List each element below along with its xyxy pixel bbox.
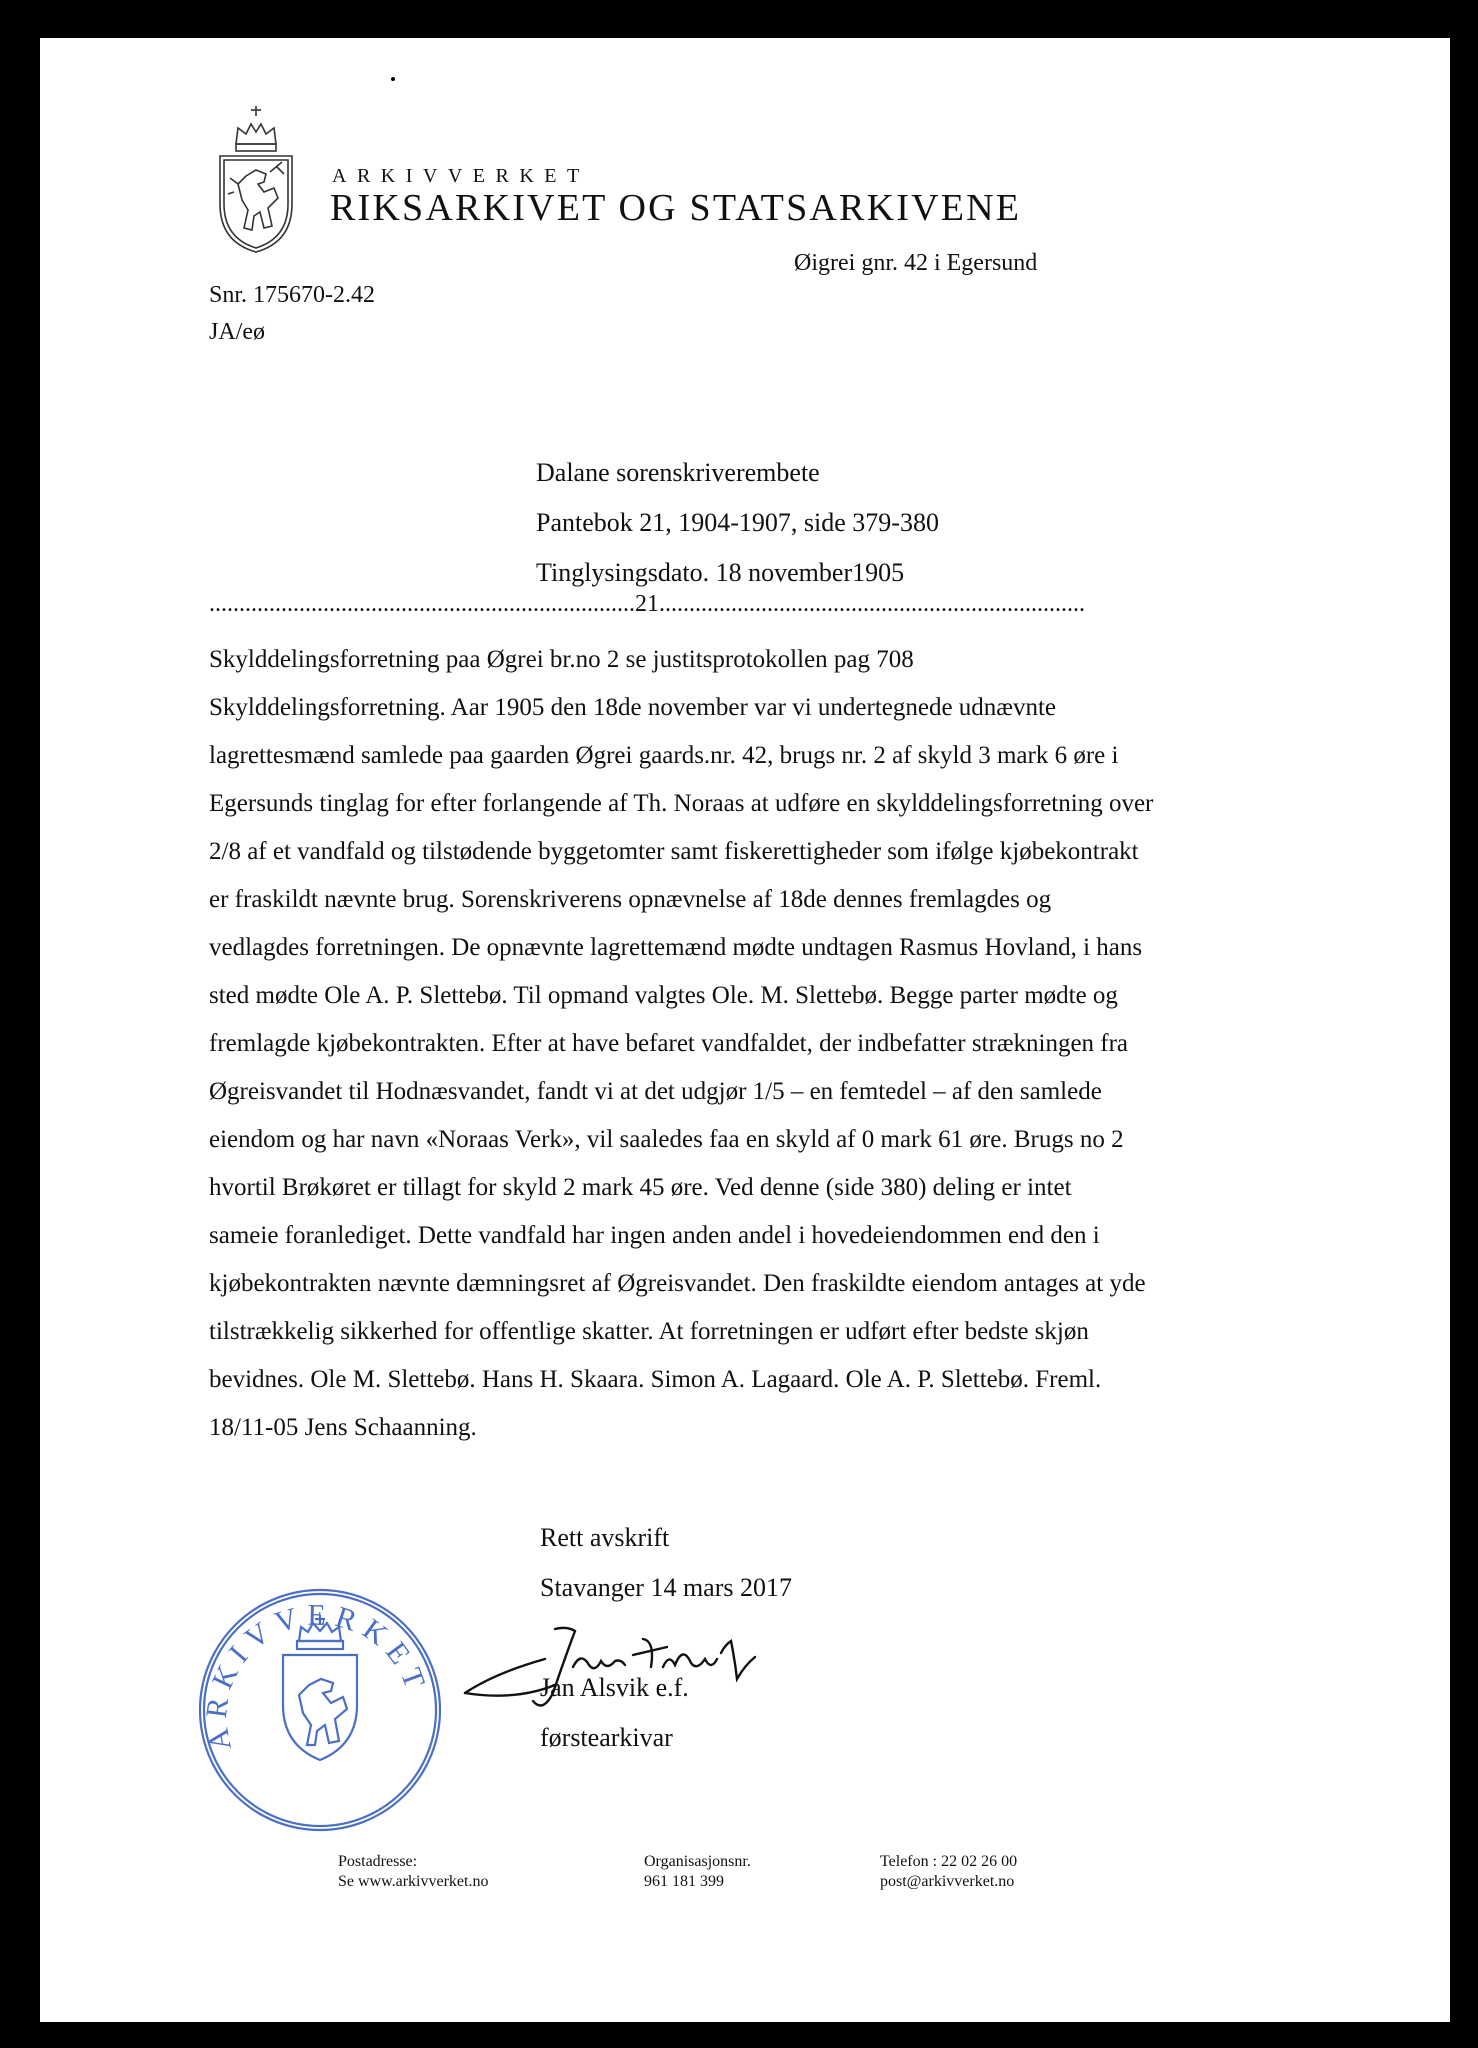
body-line: kjøbekontrakten nævnte dæmningsret af Øgreisvandet. Den fraskildte eiendom antages at yde bbox=[209, 1270, 1146, 1297]
body-line: 18/11-05 Jens Schaanning. bbox=[209, 1414, 477, 1441]
body-text bbox=[209, 636, 1259, 1452]
footer-contact bbox=[880, 1852, 1017, 1892]
footer-postal bbox=[338, 1852, 488, 1892]
source-book: Pantebok 21, 1904-1907, side 379-380 bbox=[536, 508, 939, 537]
reference-number: Snr. 175670-2.42 bbox=[209, 282, 376, 308]
place-date: Stavanger 14 mars 2017 bbox=[540, 1573, 793, 1602]
body-line: sted mødte Ole A. P. Slettebø. Til opmand valgtes Ole. M. Slettebø. Begge parter mødte og bbox=[209, 982, 1118, 1009]
certification-text: Rett avskrift bbox=[540, 1523, 670, 1552]
footer-org-value: 961 181 399 bbox=[644, 1873, 724, 1890]
footer-email: post@arkivverket.no bbox=[880, 1873, 1015, 1890]
body-line: Skylddelingsforretning. Aar 1905 den 18de november var vi undertegnede udnævnte bbox=[209, 694, 1057, 721]
body-line: eiendom og har navn «Noraas Verk», vil saaledes faa en skyld af 0 mark 61 øre. Brugs no 2 bbox=[209, 1126, 1124, 1153]
footer-org bbox=[644, 1852, 751, 1892]
footer-postal-label: Postadresse: bbox=[338, 1853, 418, 1870]
archive-stamp bbox=[195, 1585, 445, 1835]
signatory-role: førstearkivar bbox=[540, 1723, 673, 1752]
footer-phone: Telefon : 22 02 26 00 bbox=[880, 1853, 1018, 1870]
agency-name: ARKIVVERKET bbox=[332, 165, 590, 187]
source-block bbox=[536, 448, 939, 598]
body-line: er fraskildt nævnte brug. Sorenskriverens opnævnelse af 18de dennes fremlagdes og bbox=[209, 886, 1052, 913]
body-line: Egersunds tinglag for efter forlangende af Th. Noraas at udføre en skylddelingsforretning over bbox=[209, 790, 1154, 817]
ink-dot bbox=[391, 77, 395, 81]
source-office: Dalane sorenskriverembete bbox=[536, 458, 820, 487]
separator-dots-right: ....................................................................... bbox=[659, 591, 1085, 617]
letterhead-title: RIKSARKIVET OG STATSARKIVENE bbox=[330, 187, 1022, 229]
separator-dots-left: ....................................................................... bbox=[209, 591, 635, 617]
body-line: 2/8 af et vandfald og tilstødende byggetomter samt fiskerettigheder som ifølge kjøbekontrakt bbox=[209, 838, 1139, 865]
body-line: Øgreisvandet til Hodnæsvandet, fandt vi at det udgjør 1/5 – en femtedel – af den samlede bbox=[209, 1078, 1102, 1105]
signatory-name: Jan Alsvik e.f. bbox=[540, 1673, 689, 1702]
separator-number: 21 bbox=[635, 591, 659, 617]
body-line: tilstrækkelig sikkerhed for offentlige skatter. At forretningen er udført efter bedste skjøn bbox=[209, 1318, 1089, 1345]
footer-org-label: Organisasjonsnr. bbox=[644, 1853, 751, 1870]
footer-postal-value: Se www.arkivverket.no bbox=[338, 1873, 489, 1890]
body-line: lagrettesmænd samlede paa gaarden Øgrei gaards.nr. 42, brugs nr. 2 af skyld 3 mark 6 øre i bbox=[209, 742, 1119, 769]
source-date: Tinglysingsdato. 18 november1905 bbox=[536, 558, 905, 587]
handwritten-signature bbox=[455, 1601, 795, 1721]
body-line: vedlagdes forretningen. De opnævnte lagrettemænd mødte undtagen Rasmus Hovland, i hans bbox=[209, 934, 1143, 961]
reference-initials: JA/eø bbox=[209, 319, 265, 345]
stamp-text: ARKIVVERKET bbox=[199, 1598, 435, 1754]
body-line: hvortil Brøkøret er tillagt for skyld 2 mark 45 øre. Ved denne (side 380) deling er intet bbox=[209, 1174, 1072, 1201]
page-separator bbox=[209, 591, 1269, 618]
body-line: bevidnes. Ole M. Slettebø. Hans H. Skaara. Simon A. Lagaard. Ole A. P. Slettebø. Freml. bbox=[209, 1366, 1102, 1393]
body-line: Skylddelingsforretning paa Øgrei br.no 2 se justitsprotokollen pag 708 bbox=[209, 646, 914, 673]
coat-of-arms-icon bbox=[214, 104, 298, 254]
document-page bbox=[40, 38, 1450, 2022]
document-subject: Øigrei gnr. 42 i Egersund bbox=[794, 250, 1038, 276]
body-line: fremlagde kjøbekontrakten. Efter at have befaret vandfaldet, der indbefatter strækningen fra bbox=[209, 1030, 1129, 1057]
body-line: sameie foranlediget. Dette vandfald har ingen anden andel i hovedeiendommen end den i bbox=[209, 1222, 1100, 1249]
